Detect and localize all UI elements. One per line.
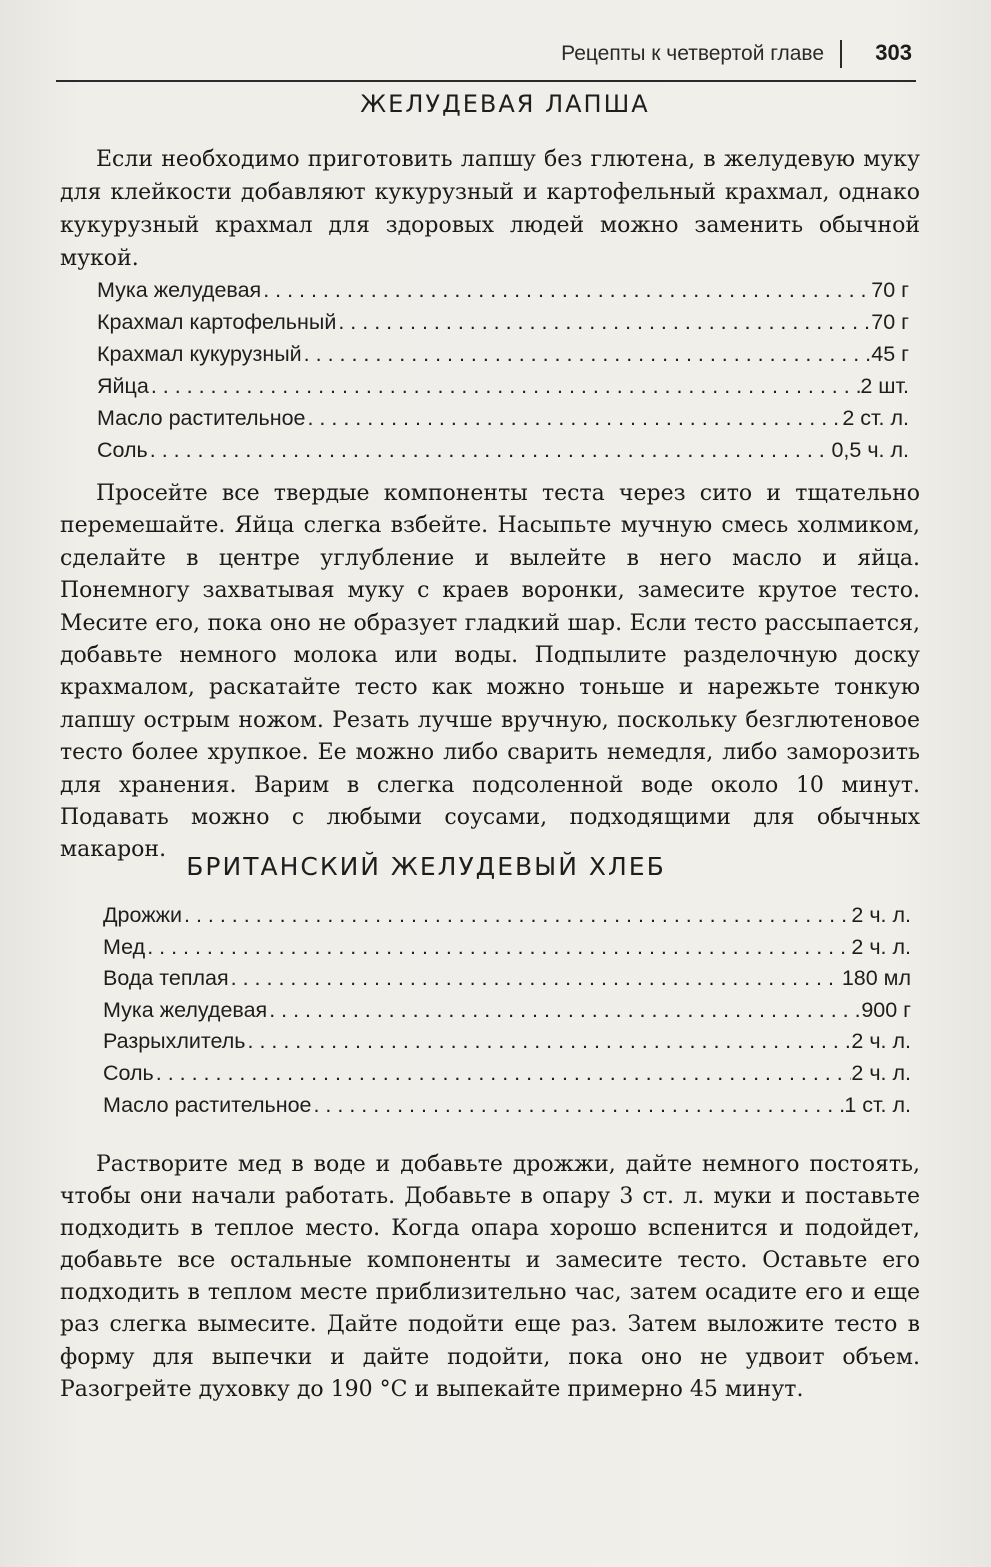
leader-dots [261, 278, 871, 303]
ingredient-quantity: 180 мл [841, 966, 911, 991]
ingredient-list-acorn-bread [103, 903, 911, 1124]
leader-dots [246, 1029, 852, 1054]
ingredient-quantity: 2 ч. л. [851, 903, 911, 927]
leader-dots [149, 374, 861, 399]
recipe-title-british-acorn-bread: БРИТАНСКИЙ ЖЕЛУДЕВЫЙ ХЛЕБ [186, 852, 666, 881]
leader-dots [148, 438, 832, 463]
recipe-method-paragraph [60, 1149, 920, 1406]
recipe-intro-paragraph [60, 143, 920, 275]
running-header [56, 38, 916, 82]
ingredient-quantity: 2 ч. л. [851, 1060, 911, 1085]
leader-dots [267, 998, 861, 1023]
ingredient-quantity: 2 ч. л. [851, 934, 911, 959]
ingredient-quantity: 2 ст. л. [842, 406, 909, 430]
ingredient-row [97, 342, 909, 374]
ingredient-row [103, 966, 911, 998]
recipe-method-text: Растворите мед в воде и добавьте дрожжи, дайте немного постоять, чтобы они начали работать. Добавьте в опару 3 ст. л. муки и поставьте подходить в теплое место. Когда опара хорошо вспенится и подойдет, добавьте все остальные компоненты и замесите тесто. Оставьте его подходить в теплом месте приблизительно час, затем осадите его и еще раз слегка вымесите. Дайте подойти еще раз. Затем выложите тесто в форму для выпечки и дайте подойти, пока оно не удвоит объем. Разогрейте духовку до 190 °С и выпекайте примерно 45 минут. [60, 1152, 920, 1402]
ingredient-row [103, 1061, 911, 1093]
recipe-title-acorn-noodles: ЖЕЛУДЕВАЯ ЛАПША [360, 90, 650, 118]
ingredient-row [103, 935, 911, 967]
page-number: 303 [875, 40, 912, 65]
ingredient-quantity: 2 ч. л. [851, 1029, 911, 1054]
ingredient-row [97, 406, 909, 438]
ingredient-row [97, 374, 909, 406]
leader-dots [182, 903, 851, 928]
ingredient-name: Разрыхлитель [103, 1029, 246, 1054]
ingredient-name: Яйца [97, 374, 149, 398]
ingredient-name: Крахмал картофельный [97, 310, 337, 334]
ingredient-name: Крахмал кукурузный [97, 342, 302, 366]
leader-dots [302, 342, 872, 367]
recipe-method-text: Просейте все твердые компоненты теста через сито и тщательно перемешайте. Яйца слегка взбейте. Насыпьте мучную смесь холмиком, сделайте в центре углубление и вылейте в него масло и яйца. Понемногу захватывая муку с краев воронки, замесите крутое тесто. Месите его, пока оно не образует гладкий шар. Если тесто рассыпается, добавьте немного молока или воды. Подпылите разделочную доску крахмалом, раскатайте тесто как можно тоньше и нарежьте тонкую лапшу острым ножом. Резать лучше вручную, поскольку безглютеновое тесто более хрупкое. Ее можно либо сварить немедля, либо заморозить для хранения. Варим в слегка подсоленной воде около 10 минут. Подавать можно с любыми соусами, подходящими для обычных макарон. [60, 481, 920, 863]
ingredient-list-acorn-noodles [97, 278, 909, 470]
leader-dots [145, 935, 851, 960]
ingredient-name: Соль [103, 1060, 154, 1085]
ingredient-name: Мед [103, 934, 146, 959]
ingredient-name: Вода теплая [103, 966, 229, 991]
ingredient-row [103, 998, 911, 1030]
ingredient-row [103, 1093, 911, 1125]
ingredient-quantity: 900 г [861, 997, 911, 1022]
ingredient-row [97, 278, 909, 310]
ingredient-quantity: 1 ст. л. [844, 1092, 911, 1117]
ingredient-row [97, 438, 909, 470]
ingredient-name: Мука желудевая [103, 997, 268, 1022]
leader-dots [311, 1093, 844, 1118]
ingredient-quantity: 70 г [871, 278, 909, 302]
leader-dots [154, 1061, 852, 1086]
ingredient-name: Соль [97, 438, 148, 462]
ingredient-quantity: 2 шт. [860, 374, 909, 398]
leader-dots [336, 310, 871, 335]
ingredient-row [103, 1029, 911, 1061]
ingredient-quantity: 70 г [871, 310, 909, 334]
ingredient-row [103, 903, 911, 935]
ingredient-name: Масло растительное [97, 406, 306, 430]
ingredient-row [97, 310, 909, 342]
ingredient-name: Масло растительное [103, 1092, 312, 1117]
running-header-title: Рецепты к четвертой главе [561, 42, 824, 65]
leader-dots [305, 406, 842, 431]
recipe-method-paragraph [60, 478, 920, 867]
ingredient-quantity: 0,5 ч. л. [831, 438, 909, 462]
recipe-intro-text: Если необходимо приготовить лапшу без глютена, в желудевую муку для клейкости добавляют кукурузный и картофельный крахмал, однако кукурузный крахмал для здоровых людей можно заменить обычной мукой. [60, 147, 920, 271]
ingredient-name: Дрожжи [103, 903, 183, 927]
leader-dots [229, 966, 842, 991]
ingredient-name: Мука желудевая [97, 278, 262, 302]
running-header-divider [840, 40, 842, 68]
ingredient-quantity: 45 г [871, 342, 909, 366]
